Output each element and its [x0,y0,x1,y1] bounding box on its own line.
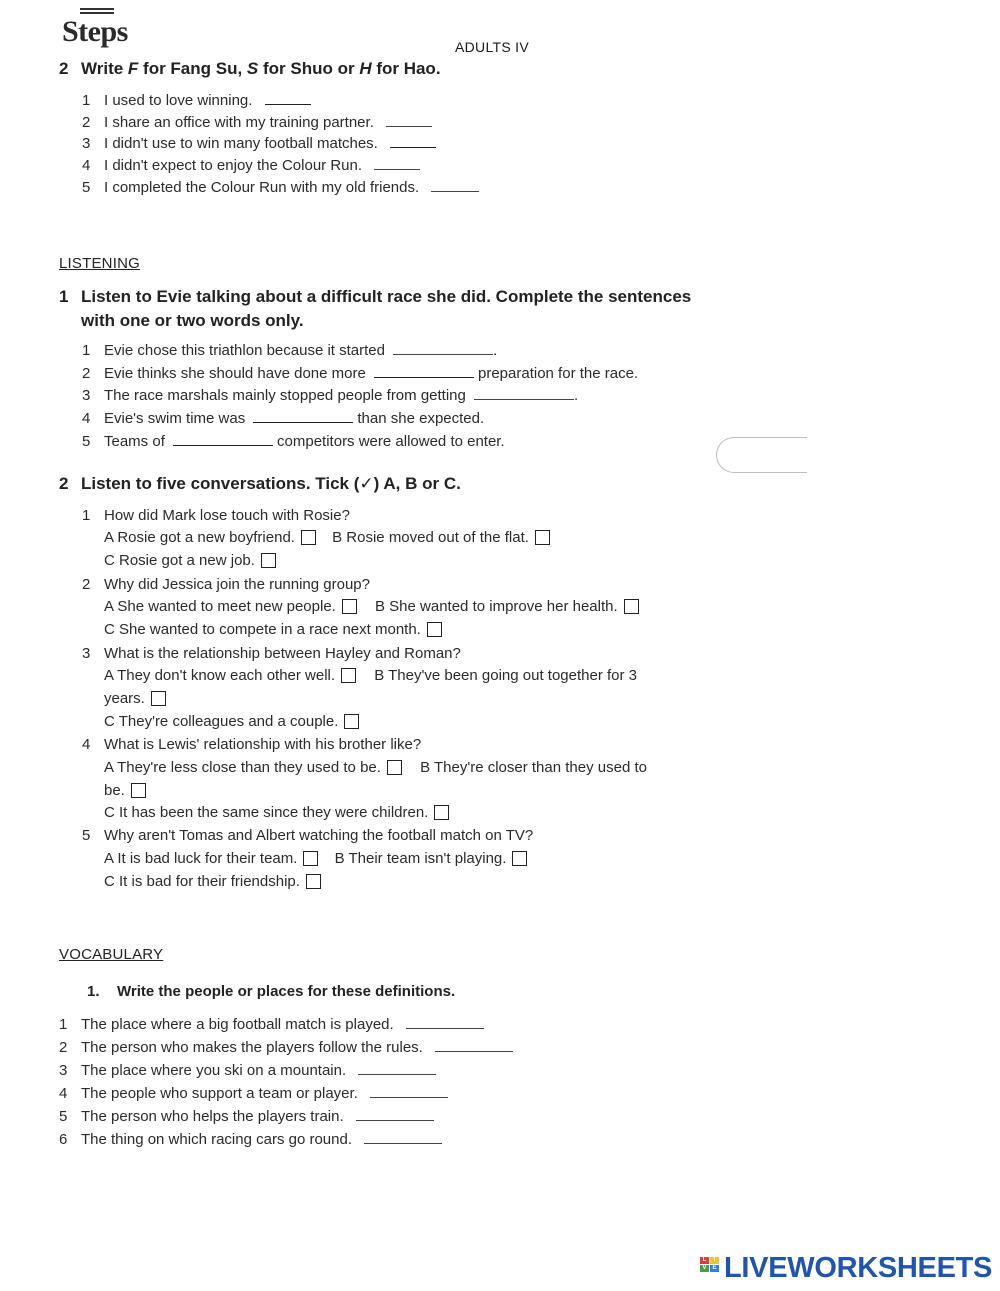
question-2: 2 Why did Jessica join the running group? [82,576,370,593]
q5-options-ab: A It is bad luck for their team. B Their team isn't playing. [104,850,527,867]
vocabulary-heading: VOCABULARY [59,946,164,963]
checkbox-q2-b[interactable] [624,599,639,614]
fang-item-2: 2 I share an office with my training partner. [82,114,432,131]
answer-blank[interactable] [431,179,479,192]
vocab-item-4: 4 The people who support a team or player. [59,1085,448,1102]
listening-ex1-title-line2: with one or two words only. [81,311,304,330]
answer-blank[interactable] [356,1108,434,1121]
checkbox-q3-c[interactable] [344,714,359,729]
q3-options-ab: A They don't know each other well. B They've been going out together for 3 [104,667,638,684]
q4-option-b-cont: be. [104,782,146,799]
answer-blank[interactable] [370,1085,448,1098]
checkbox-q1-a[interactable] [301,530,316,545]
fang-item-4: 4 I didn't expect to enjoy the Colour Run. [82,157,420,174]
listening-ex1-title: 1 Listen to Evie talking about a difficult race she did. Complete the sentences [59,287,692,306]
checkbox-q1-c[interactable] [261,553,276,568]
q3-option-c: C They're colleagues and a couple. [104,713,359,730]
listening-heading: LISTENING [59,255,140,272]
listening-item-5: 5 Teams of competitors were allowed to enter. [82,433,505,450]
question-1: 1 How did Mark lose touch with Rosie? [82,507,350,524]
vocab-item-5: 5 The person who helps the players train. [59,1108,434,1125]
answer-blank[interactable] [406,1016,484,1029]
listening-item-1: 1 Evie chose this triathlon because it started . [82,342,498,359]
liveworksheets-icon: L I V E [700,1257,720,1281]
answer-blank[interactable] [393,342,493,355]
fang-item-3: 3 I didn't use to win many football matches. [82,135,436,152]
checkbox-q5-c[interactable] [306,874,321,889]
vocab-item-6: 6 The thing on which racing cars go round. [59,1131,442,1148]
answer-blank[interactable] [358,1062,436,1075]
q2-options-ab: A She wanted to meet new people. B She wanted to improve her health. [104,598,639,615]
logo-text: Steps [62,15,128,48]
answer-blank[interactable] [390,135,436,148]
checkbox-q4-c[interactable] [434,805,449,820]
q4-option-c: C It has been the same since they were children. [104,804,449,821]
vocab-item-1: 1 The place where a big football match is played. [59,1016,484,1033]
answer-blank[interactable] [253,410,353,423]
checkbox-q2-a[interactable] [342,599,357,614]
answer-blank[interactable] [386,114,432,127]
decorative-pill-shape [716,437,807,473]
checkbox-q4-b[interactable] [131,783,146,798]
listening-ex2-title: 2 Listen to five conversations. Tick (✓) A, B or C. [59,474,461,493]
exercise-number: 2 [59,59,69,78]
listening-item-4: 4 Evie's swim time was than she expected. [82,410,485,427]
answer-blank[interactable] [374,157,420,170]
level-label: ADULTS IV [455,39,530,55]
liveworksheets-text: LIVEWORKSHEETS [724,1252,993,1284]
steps-logo [62,8,152,52]
checkbox-q4-a[interactable] [387,760,402,775]
vocab-item-3: 3 The place where you ski on a mountain. [59,1062,436,1079]
vocabulary-instruction: 1. Write the people or places for these definitions. [87,983,456,1000]
q4-options-ab: A They're less close than they used to be. B They're closer than they used to [104,759,647,776]
checkbox-q1-b[interactable] [535,530,550,545]
question-4: 4 What is Lewis' relationship with his brother like? [82,736,422,753]
vocab-item-2: 2 The person who makes the players follow the rules. [59,1039,513,1056]
answer-blank[interactable] [474,387,574,400]
q3-option-b-cont: years. [104,690,166,707]
listening-item-3: 3 The race marshals mainly stopped people from getting . [82,387,579,404]
question-5: 5 Why aren't Tomas and Albert watching the football match on TV? [82,827,534,844]
fang-item-5: 5 I completed the Colour Run with my old friends. [82,179,479,196]
q2-option-c: C She wanted to compete in a race next month. [104,621,442,638]
answer-blank[interactable] [265,92,311,105]
q5-option-c: C It is bad for their friendship. [104,873,321,890]
answer-blank[interactable] [173,433,273,446]
exercise-fang-title: 2 Write F for Fang Su, S for Shuo or H for Hao. [59,59,441,78]
answer-blank[interactable] [364,1131,442,1144]
checkbox-q3-a[interactable] [341,668,356,683]
checkbox-q3-b[interactable] [151,691,166,706]
fang-item-1: 1 I used to love winning. [82,92,311,109]
question-3: 3 What is the relationship between Hayley and Roman? [82,645,461,662]
listening-item-2: 2 Evie thinks she should have done more preparation for the race. [82,365,639,382]
checkbox-q5-b[interactable] [512,851,527,866]
answer-blank[interactable] [435,1039,513,1052]
q1-option-c: C Rosie got a new job. [104,552,276,569]
checkbox-q5-a[interactable] [303,851,318,866]
q1-options-ab: A Rosie got a new boyfriend. B Rosie moved out of the flat. [104,529,550,546]
answer-blank[interactable] [374,365,474,378]
checkbox-q2-c[interactable] [427,622,442,637]
